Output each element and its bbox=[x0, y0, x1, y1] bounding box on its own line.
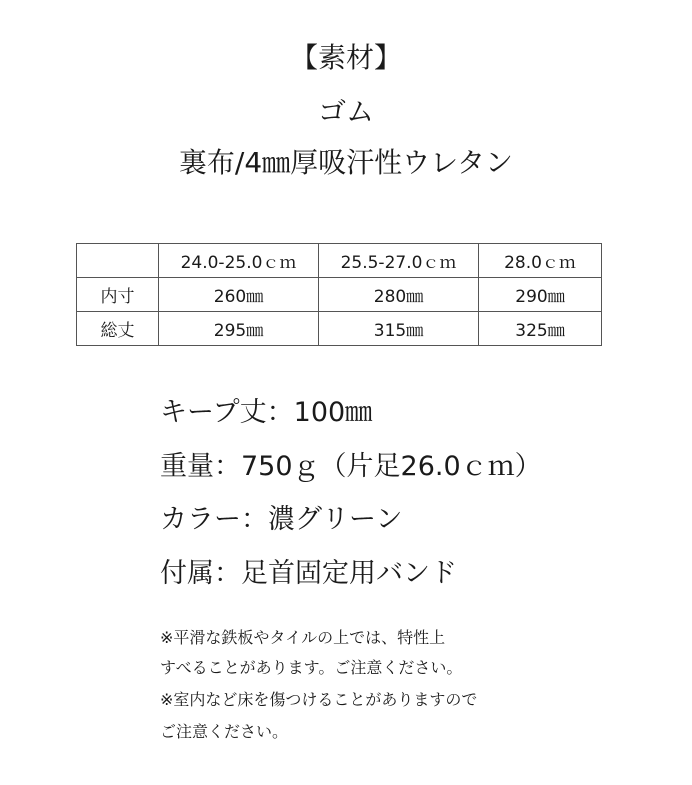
table-row bbox=[77, 278, 602, 312]
table-cell: 290㎜ bbox=[479, 278, 602, 312]
spec-accessory: 付属：足首固定用バンド bbox=[160, 558, 457, 589]
material-rubber: ゴム bbox=[317, 95, 374, 128]
table-cell: 260㎜ bbox=[159, 278, 319, 312]
table-header-size-small: 24.0-25.0ｃｍ bbox=[159, 244, 319, 278]
table-cell: 315㎜ bbox=[319, 312, 479, 346]
table-header-row bbox=[77, 244, 602, 278]
spec-weight: 重量：750ｇ（片足26.0ｃｍ） bbox=[160, 451, 542, 482]
caution-note-line: すべることがあります。ご注意ください。 bbox=[160, 658, 463, 677]
caution-note-line: ご注意ください。 bbox=[160, 722, 289, 741]
table-row-label-total: 総丈 bbox=[77, 312, 159, 346]
table-cell: 280㎜ bbox=[319, 278, 479, 312]
table-header-size-large: 28.0ｃｍ bbox=[479, 244, 602, 278]
caution-note-line: ※室内など床を傷つけることがありますので bbox=[160, 690, 478, 709]
table-cell: 295㎜ bbox=[159, 312, 319, 346]
table-row-label-inner: 内寸 bbox=[77, 278, 159, 312]
table-header-empty bbox=[77, 244, 159, 278]
caution-note-line: ※平滑な鉄板やタイルの上では、特性上 bbox=[160, 628, 446, 647]
material-lining: 裏布/4㎜厚吸汗性ウレタン bbox=[178, 146, 514, 179]
table-header-size-medium: 25.5-27.0ｃｍ bbox=[319, 244, 479, 278]
table-row bbox=[77, 312, 602, 346]
table-cell: 325㎜ bbox=[479, 312, 602, 346]
size-table bbox=[76, 243, 602, 346]
material-heading: 【素材】 bbox=[289, 41, 402, 74]
spec-keep-height: キープ丈：100㎜ bbox=[160, 397, 373, 428]
spec-color: カラー：濃グリーン bbox=[160, 504, 403, 535]
